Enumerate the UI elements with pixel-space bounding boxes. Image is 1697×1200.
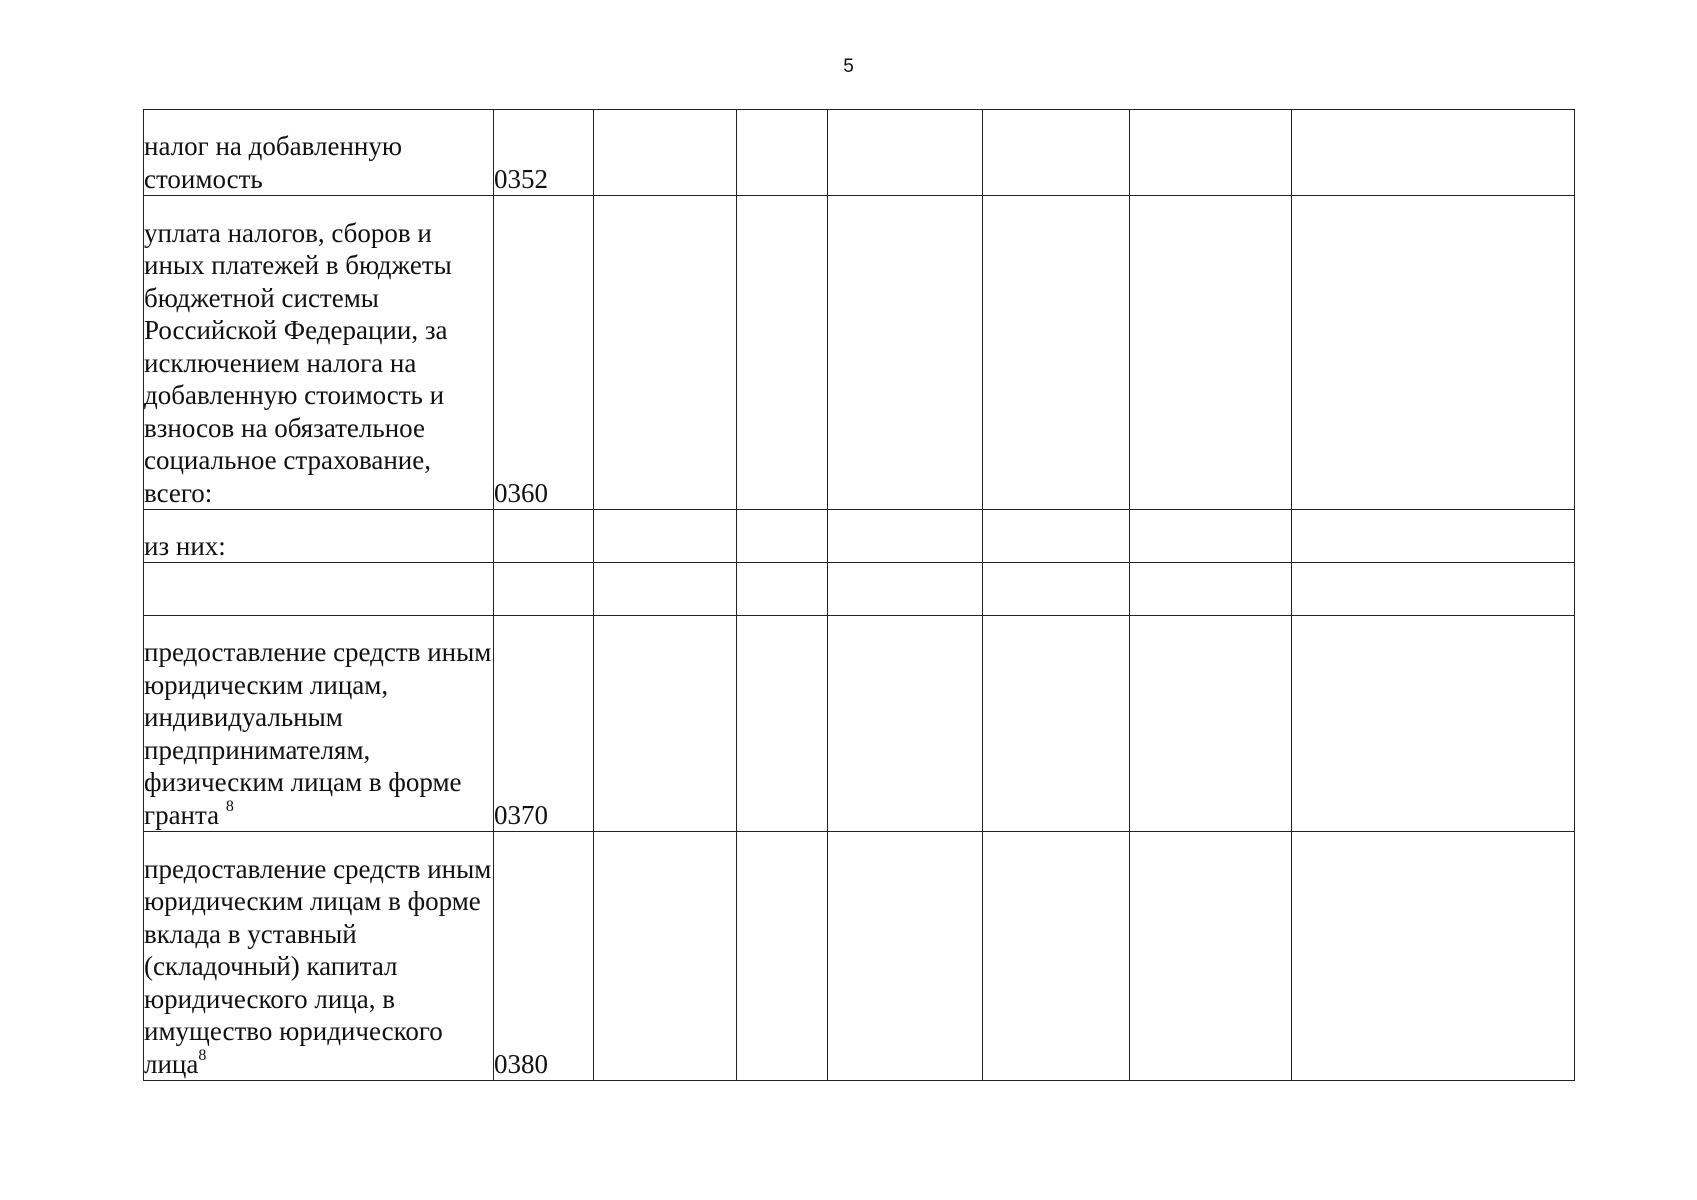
value-cell[interactable] <box>737 832 828 1081</box>
row-label: из них: <box>144 510 494 563</box>
value-cell[interactable] <box>737 616 828 832</box>
value-cell[interactable] <box>1130 110 1292 196</box>
value-cell[interactable] <box>1292 510 1575 563</box>
row-code[interactable] <box>494 563 594 616</box>
value-cell[interactable] <box>828 196 983 510</box>
value-cell[interactable] <box>1292 563 1575 616</box>
row-label[interactable] <box>144 563 494 616</box>
value-cell[interactable] <box>983 196 1130 510</box>
table-row <box>144 563 1575 616</box>
table-row <box>144 616 1575 832</box>
value-cell[interactable] <box>594 563 737 616</box>
row-code: 0370 <box>494 616 594 832</box>
value-cell[interactable] <box>594 832 737 1081</box>
table-row <box>144 510 1575 563</box>
row-code <box>494 510 594 563</box>
value-cell[interactable] <box>1292 616 1575 832</box>
value-cell[interactable] <box>1130 196 1292 510</box>
value-cell[interactable] <box>1292 110 1575 196</box>
value-cell[interactable] <box>983 616 1130 832</box>
value-cell[interactable] <box>1292 196 1575 510</box>
value-cell[interactable] <box>828 832 983 1081</box>
value-cell[interactable] <box>737 110 828 196</box>
value-cell[interactable] <box>1130 616 1292 832</box>
value-cell[interactable] <box>983 832 1130 1081</box>
table-row <box>144 196 1575 510</box>
page-number: 5 <box>843 56 854 77</box>
value-cell[interactable] <box>594 110 737 196</box>
row-code: 0360 <box>494 196 594 510</box>
value-cell[interactable] <box>983 110 1130 196</box>
table-row <box>144 110 1575 196</box>
footnote-marker: 8 <box>225 797 234 815</box>
row-label: предоставление средств иным юридическим лицам, индивидуальным предпринимателям, физическим лицам в форме гранта $^8$ <box>144 616 494 832</box>
value-cell[interactable] <box>1292 832 1575 1081</box>
value-cell[interactable] <box>828 510 983 563</box>
row-code: 0352 <box>494 110 594 196</box>
row-label: налог на добавленную стоимость <box>144 110 494 196</box>
row-code: 0380 <box>494 832 594 1081</box>
value-cell[interactable] <box>737 510 828 563</box>
value-cell[interactable] <box>737 563 828 616</box>
value-cell[interactable] <box>828 110 983 196</box>
row-label: предоставление средств иным юридическим лицам в форме вклада в уставный (складочный) капитал юридического лица, в имущество юридического лица$^8$ <box>144 832 494 1081</box>
value-cell[interactable] <box>1130 832 1292 1081</box>
table-row <box>144 832 1575 1081</box>
value-cell[interactable] <box>594 196 737 510</box>
footnote-marker: 8 <box>198 1046 207 1064</box>
value-cell[interactable] <box>828 563 983 616</box>
value-cell[interactable] <box>828 616 983 832</box>
report-table <box>143 109 1575 1081</box>
value-cell[interactable] <box>594 616 737 832</box>
value-cell[interactable] <box>737 196 828 510</box>
value-cell[interactable] <box>1130 510 1292 563</box>
row-label: уплата налогов, сборов и иных платежей в бюджеты бюджетной системы Российской Федерации, за исключением налога на добавленную стоимость и взносов на обязательное социальное страхование, всего: <box>144 196 494 510</box>
value-cell[interactable] <box>594 510 737 563</box>
value-cell[interactable] <box>983 563 1130 616</box>
value-cell[interactable] <box>1130 563 1292 616</box>
value-cell[interactable] <box>983 510 1130 563</box>
